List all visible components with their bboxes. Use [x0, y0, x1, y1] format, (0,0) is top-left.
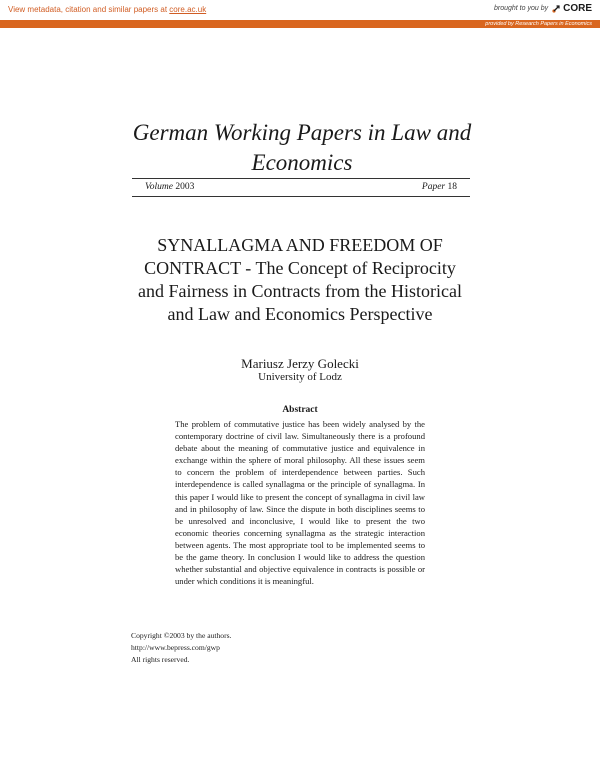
journal-title: German Working Papers in Law and Economics: [132, 120, 472, 175]
provided-by-text: provided by Research Papers in Economics: [485, 21, 592, 27]
copyright-line: Copyright ©2003 by the authors.: [131, 631, 232, 640]
bepress-url[interactable]: http://www.bepress.com/gwp: [131, 643, 220, 652]
core-metadata-link[interactable]: [8, 5, 206, 14]
volume-label: Volume: [145, 182, 173, 192]
author-name: Mariusz Jerzy Golecki: [241, 356, 359, 371]
abstract-heading: Abstract: [282, 405, 318, 415]
core-link-domain: core.ac.uk: [169, 5, 207, 14]
core-link-prefix: View metadata, citation and similar papers at: [8, 5, 170, 14]
paper-info: [422, 182, 457, 192]
author-affiliation: University of Lodz: [258, 371, 342, 383]
volume-line: [145, 182, 457, 192]
core-brand-label: CORE: [563, 3, 592, 14]
brought-by-text: brought to you by: [494, 5, 549, 12]
core-logo: [551, 3, 592, 14]
paper-label: Paper: [421, 182, 446, 192]
volume-number: 2003: [175, 182, 195, 192]
provided-by-strip: [0, 20, 600, 28]
core-banner: [0, 0, 600, 21]
rights-line: All rights reserved.: [131, 655, 190, 664]
paper-number: 18: [447, 182, 457, 192]
bottom-rule: [132, 196, 470, 197]
volume-info: [145, 182, 194, 192]
abstract-body: The problem of commutative justice has been widely analysed by the contemporary doctrine of civil law. Simultaneously there is a profound debate about the meaning of commutative justice and equivalence in exchange within the sphere of moral philosophy. All these issues seem to concern the problem of interdependence between parties. Such interdependence is called synallagma or the principle of synallagma. In this paper I would like to present the concept of synallagma in civil law and in philosophy of law. Since the dispute in both disciplines seems to be unresolved and inconclusive, I would like to present the two economic theories concerning synallagma as the strategic interaction between agents. The most appropriate tool to be implemented seems to be the game theory. In conclusion I would like to address the question whether substantial and objective equivalence in contracts is possible or under which conditions it is meaningful.: [175, 419, 425, 587]
top-rule: [132, 178, 470, 179]
core-logo-icon: [551, 4, 561, 14]
copyright-block: [131, 630, 231, 666]
paper-title: SYNALLAGMA AND FREEDOM OF CONTRACT - The Concept of Reciprocity and Fairness in Contracts from the Historical and Law and Economics Perspective: [138, 235, 462, 324]
core-brand[interactable]: [494, 3, 592, 14]
